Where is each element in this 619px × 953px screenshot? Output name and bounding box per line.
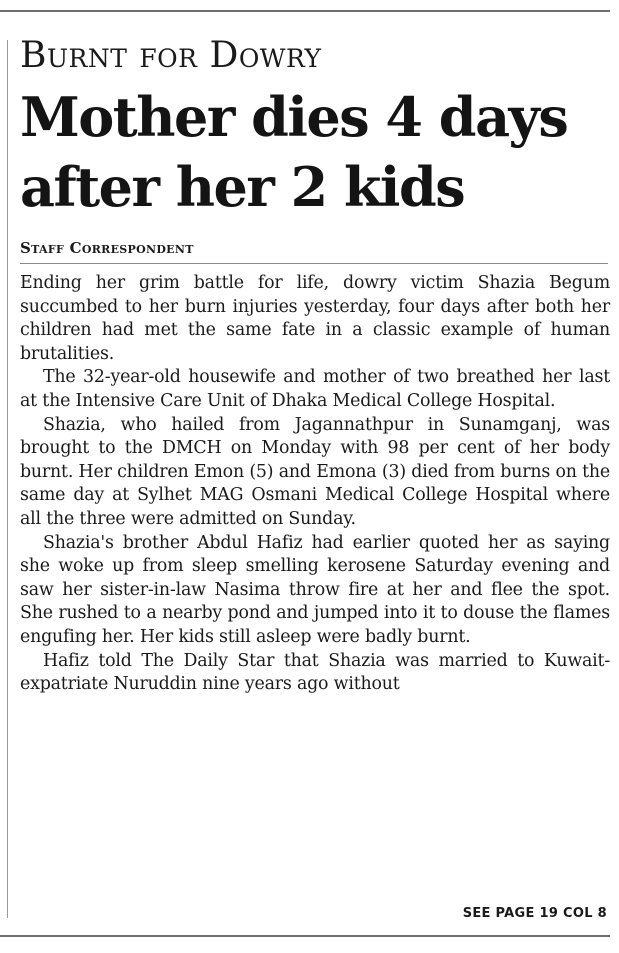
paragraph: Shazia, who hailed from Jagannathpur in Sunamganj, was brought to the DMCH on Monday with 98 per cent of her body burnt. Her children Emon (5) and Emona (3) died from burns on the same day at Sylhet MAG Osmani Medical College Hospital where all the three were admitted on Sunday.	[20, 414, 610, 529]
byline-divider	[20, 263, 608, 264]
paragraph: Hafiz told The Daily Star that Shazia was married to Kuwait-expatriate Nuruddin nine years ago without	[20, 650, 610, 695]
paragraph: Ending her grim battle for life, dowry victim Shazia Begum succumbed to her burn injuries yesterday, four days after both her children had met the same fate in a classic example of human brutalities.	[20, 273, 610, 364]
kicker: Burnt for Dowry	[20, 35, 322, 76]
byline: Staff Correspondent	[20, 239, 194, 257]
paragraph: The 32-year-old housewife and mother of two breathed her last at the Intensive Care Unit of Dhaka Medical College Hospital.	[20, 367, 610, 411]
column-rule	[7, 40, 8, 918]
continuation-note: SEE PAGE 19 COL 8	[462, 906, 607, 921]
headline: Mother dies 4 days after her 2 kids	[20, 85, 568, 219]
top-rule	[0, 10, 610, 12]
news-article	[20, 34, 610, 697]
bottom-rule	[0, 935, 610, 937]
paragraph: Shazia's brother Abdul Hafiz had earlier quoted her as saying she woke up from sleep smelling kerosene Saturday evening and saw her sister-in-law Nasima throw fire at her and flee the spot. She rushed to a nearby pond and jumped into it to douse the flames engufing her. Her kids still asleep were badly burnt.	[20, 532, 610, 647]
article-body	[20, 272, 610, 697]
